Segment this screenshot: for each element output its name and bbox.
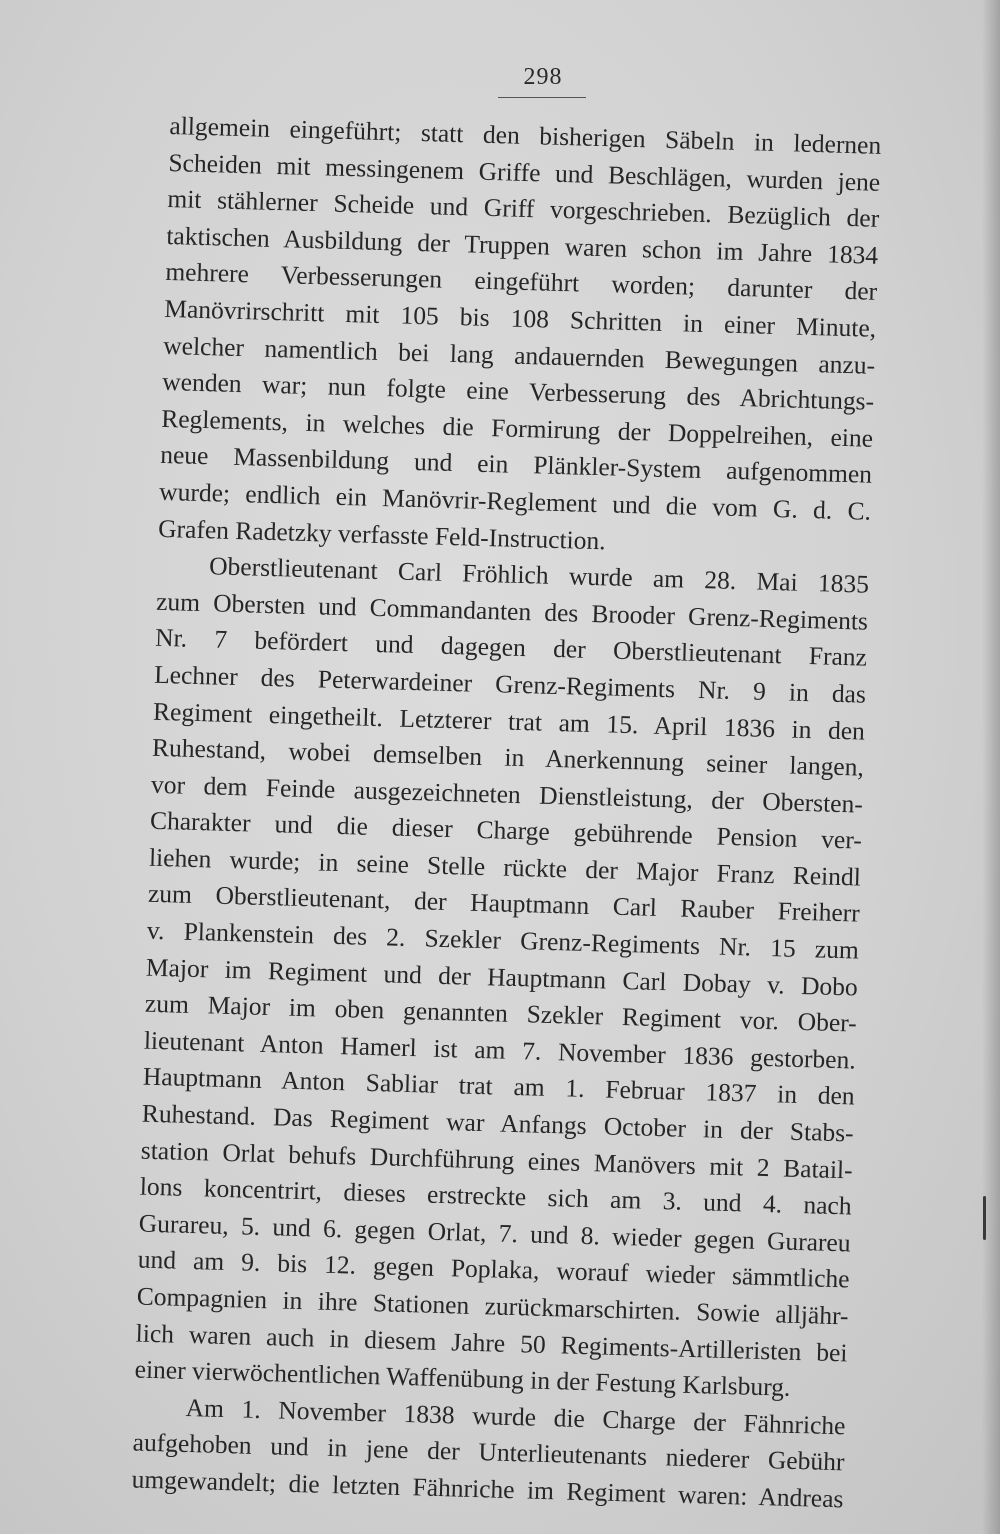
text-line: Manövrirschritt mit 105 bis 108 Schritten in einer Minute, <box>163 293 877 343</box>
text-line: Ruhestand, wobei demselben in Anerkennung seiner langen, <box>151 732 865 782</box>
text-line: lons koncentrirt, dieses erstreckte sich am 3. und 4. nach <box>139 1171 853 1221</box>
page-number-rule <box>498 97 586 98</box>
text-line: Nr. 7 befördert und dagegen der Oberstlieutenant Franz <box>154 623 868 672</box>
text-line: Scheiden mit messingenem Griffe und Beschlägen, wurden jene <box>168 147 881 197</box>
text-line: Charakter und die dieser Charge gebührende Pension ver- <box>149 806 863 855</box>
text-line: und am 9. bis 12. gegen Poplaka, worauf wieder sämmtliche <box>137 1244 850 1294</box>
text-line: mit stählerner Scheide und Griff vorgeschrieben. Bezüglich der <box>167 184 880 234</box>
body-text <box>131 108 882 1518</box>
text-line: vor dem Feinde ausgezeichneten Dienstleistung, der Obersten- <box>150 769 864 819</box>
page-number: 298 <box>523 64 563 90</box>
text-line: Oberstlieutenant Carl Fröhlich wurde am 28. Mai 1835 <box>208 551 870 599</box>
text-line: Gurareu, 5. und 6. gegen Orlat, 7. und 8. wieder gegen Gurareu <box>138 1208 851 1258</box>
text-line: allgemein eingeführt; statt den bisherigen Säbeln in ledernen <box>169 110 882 160</box>
text-line: station Orlat behufs Durchführung eines Manövers mit 2 Batail- <box>140 1135 854 1185</box>
text-line: zum Obersten und Commandanten des Brooder Grenz-Regiments <box>155 586 869 636</box>
text-line: liehen wurde; in seine Stelle rückte der Major Franz Reindl <box>148 842 862 892</box>
text-line: umgewandelt; die letzten Fähnriche im Regiment waren: Andreas <box>131 1464 844 1514</box>
page-edge-mark <box>983 1196 986 1240</box>
page-edge-shadow <box>982 0 1000 1534</box>
text-line: Ruhestand. Das Regiment war Anfangs October in der Stabs- <box>141 1098 855 1148</box>
text-line: lich waren auch in diesem Jahre 50 Regiments-Artilleristen bei <box>135 1318 848 1367</box>
text-line: welcher namentlich bei lang andauernden Bewegungen anzu- <box>162 330 876 380</box>
text-line: Grafen Radetzky verfasste Feld-Instruction. <box>157 513 607 555</box>
text-line: Lechner des Peterwardeiner Grenz-Regiments Nr. 9 in das <box>153 659 867 709</box>
text-line: lieutenant Anton Hamerl ist am 7. November 1836 gestorben. <box>143 1025 857 1075</box>
text-line: v. Plankenstein des 2. Szekler Grenz-Regiments Nr. 15 zum <box>146 915 860 965</box>
text-line: aufgehoben und in jene der Unterlieutenants niederer Gebühr <box>132 1427 845 1477</box>
text-line: wenden war; nun folgte eine Verbesserung des Abrichtungs- <box>161 367 875 416</box>
text-line: mehrere Verbesserungen eingeführt worden; darunter der <box>165 257 878 307</box>
text-line: Compagnien in ihre Stationen zurückmarschirten. Sowie alljähr- <box>136 1281 849 1331</box>
text-line: taktischen Ausbildung der Truppen waren schon im Jahre 1834 <box>166 220 879 270</box>
text-line: einer vierwöchentlichen Waffenübung in der Festung Karlsburg. <box>134 1354 791 1403</box>
text-line: Reglements, in welches die Formirung der Doppelreihen, eine <box>160 403 874 453</box>
text-line: Regiment eingetheilt. Letzterer trat am 15. April 1836 in den <box>152 696 866 746</box>
text-line: Hauptmann Anton Sabliar trat am 1. Februar 1837 in den <box>142 1062 856 1111</box>
text-line: neue Massenbildung und ein Plänkler-System aufgenommen <box>159 440 873 490</box>
text-line: wurde; endlich ein Manövrir-Reglement und die vom G. d. C. <box>158 476 872 526</box>
text-line: zum Oberstlieutenant, der Hauptmann Carl Rauber Freiherr <box>147 879 861 929</box>
text-line: zum Major im oben genannten Szekler Regiment vor. Ober- <box>144 988 858 1038</box>
text-line: Am 1. November 1838 wurde die Charge der Fähnriche <box>185 1392 846 1441</box>
text-line: Major im Regiment und der Hauptmann Carl Dobay v. Dobo <box>145 952 859 1002</box>
